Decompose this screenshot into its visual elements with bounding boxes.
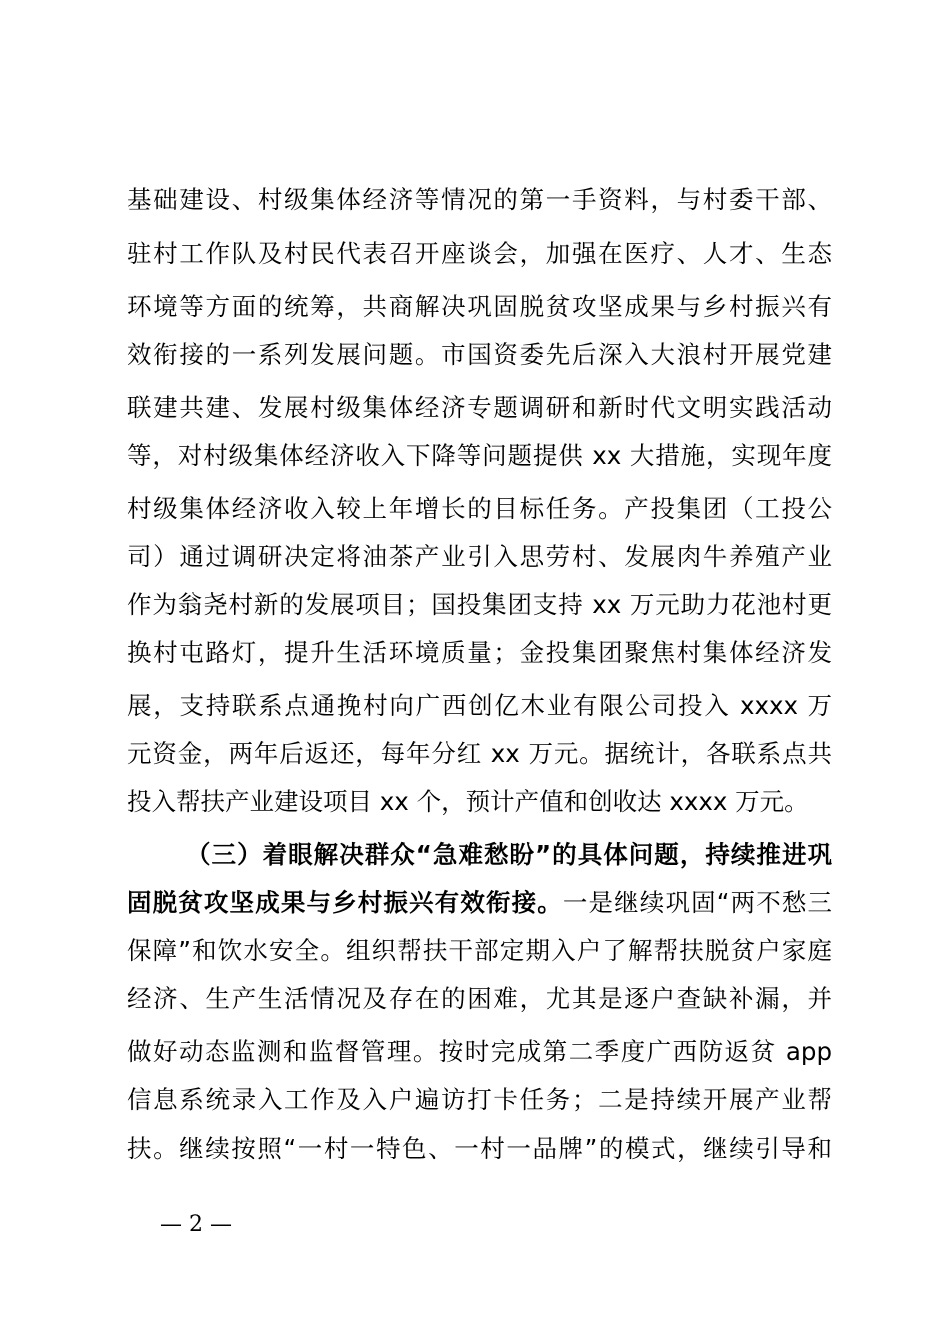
paragraph-line: 环境等方面的统筹，共商解决巩固脱贫攻坚成果与乡村振兴有 (127, 292, 832, 321)
paragraph-line: 联建共建、发展村级集体经济专题调研和新时代文明实践活动 (127, 393, 832, 422)
paragraph-line: 扶。继续按照“一村一特色、一村一品牌”的模式，继续引导和 (127, 1134, 832, 1163)
paragraph-line: 等，对村级集体经济收入下降等问题提供 xx 大措施，实现年度 (127, 441, 832, 470)
paragraph-line: 基础建设、村级集体经济等情况的第一手资料，与村委干部、 (127, 185, 832, 214)
paragraph-line: 效衔接的一系列发展问题。市国资委先后深入大浪村开展党建 (127, 340, 832, 369)
paragraph-line: 信息系统录入工作及入户遍访打卡任务；二是持续开展产业帮 (127, 1085, 832, 1114)
paragraph-line: 投入帮扶产业建设项目 xx 个，预计产值和创收达 xxxx 万元。 (127, 787, 809, 816)
section-heading-continuation (127, 887, 832, 919)
section-heading-bold-text: 固脱贫攻坚成果与乡村振兴有效衔接。 (127, 888, 563, 917)
paragraph-line: 元资金，两年后返还，每年分红 xx 万元。据统计，各联系点共 (127, 739, 832, 768)
paragraph-line: 展，支持联系点通挽村向广西创亿木业有限公司投入 xxxx 万 (127, 691, 832, 720)
section-body-text: 一是继续巩固“两不愁三 (562, 888, 832, 917)
paragraph-line: 换村屯路灯，提升生活环境质量；金投集团聚焦村集体经济发 (127, 638, 832, 667)
paragraph-line: 做好动态监测和监督管理。按时完成第二季度广西防返贫 app (127, 1037, 832, 1066)
paragraph-line: 作为翁尧村新的发展项目；国投集团支持 xx 万元助力花池村更 (127, 590, 832, 619)
paragraph-line: 保障”和饮水安全。组织帮扶干部定期入户了解帮扶脱贫户家庭 (127, 936, 832, 965)
paragraph-line: 驻村工作队及村民代表召开座谈会，加强在医疗、人才、生态 (127, 239, 832, 268)
page-number: — 2 — (160, 1212, 232, 1237)
paragraph-line: 司）通过调研决定将油茶产业引入思劳村、发展肉牛养殖产业 (127, 542, 832, 571)
paragraph-line: 经济、生产生活情况及存在的困难，尤其是逐户查缺补漏，并 (127, 984, 832, 1013)
section-heading: （三）着眼解决群众“急难愁盼”的具体问题，持续推进巩 (186, 840, 832, 869)
paragraph-line: 村级集体经济收入较上年增长的目标任务。产投集团（工投公 (127, 494, 832, 523)
